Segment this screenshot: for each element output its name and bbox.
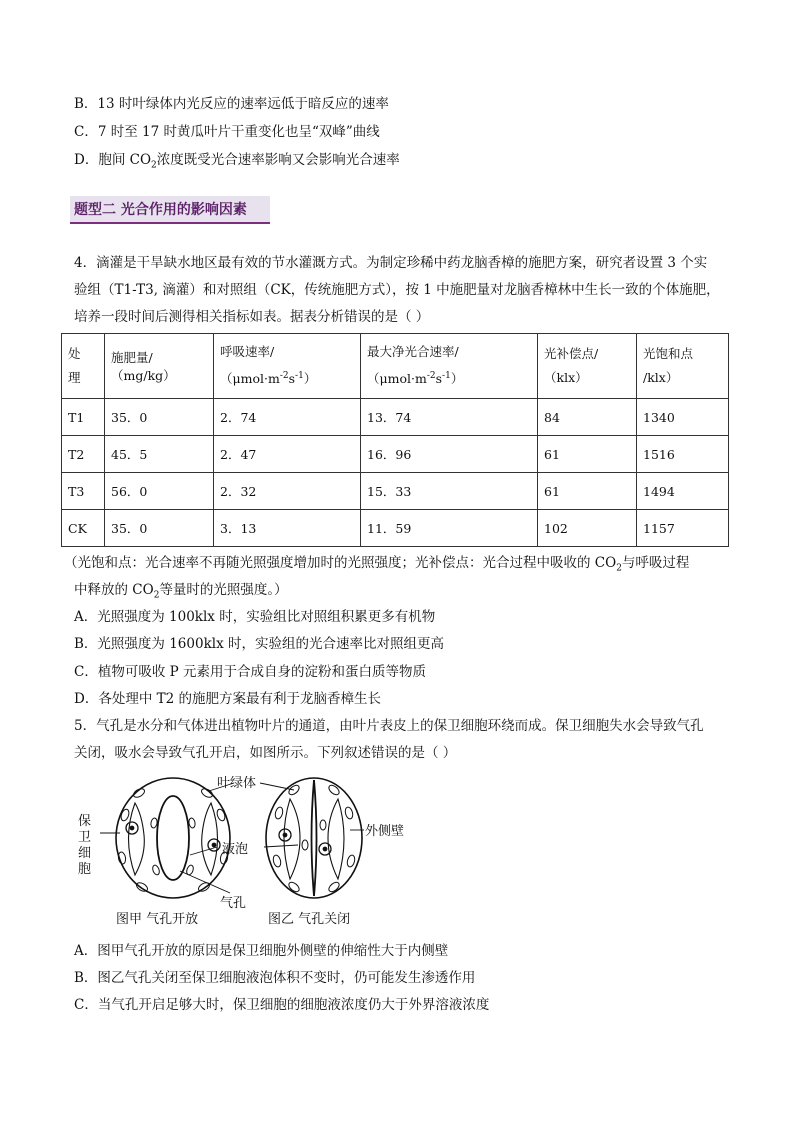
cell-respiration: 2．32 bbox=[214, 473, 361, 510]
label-guard-cell-3: 细 bbox=[78, 846, 92, 861]
q5-stem-line1: 5．气孔是水分和气体进出植物叶片的通道，由叶片表皮上的保卫细胞环绕而成。保卫细胞失水会导致气孔 bbox=[74, 718, 704, 734]
section-heading-text: 题型二 光合作用的影响因素 bbox=[74, 202, 247, 218]
cell-respiration: 2．47 bbox=[214, 436, 361, 473]
table-row bbox=[62, 399, 729, 436]
caption-figure-a: 图甲 气孔开放 bbox=[116, 912, 199, 927]
option-d-prev: D．胞间 $CO_2$浓度既受光合速率影响又会影响光合速率 bbox=[74, 152, 400, 171]
q4-stem-line1: 4．滴灌是干旱缺水地区最有效的节水灌溉方式。为制定珍稀中药龙脑香樟的施肥方案，研究者设置 3 个实 bbox=[74, 255, 708, 271]
label-guard-cell-2: 卫 bbox=[78, 830, 92, 845]
cell-fertilizer: 45．5 bbox=[105, 436, 214, 473]
data-table bbox=[61, 333, 729, 547]
cell-treatment: T2 bbox=[62, 436, 105, 473]
q4-option-a: A．光照强度为 100klx 时，实验组比对照组积累更多有机物 bbox=[74, 609, 436, 625]
cell-net-photosynthesis: 15．33 bbox=[361, 473, 538, 510]
label-vacuole: 液泡 bbox=[222, 842, 249, 857]
q4-option-c: C．植物可吸收 P 元素用于合成自身的淀粉和蛋白质等物质 bbox=[74, 664, 426, 680]
section-heading bbox=[70, 196, 270, 224]
header-respiration: 呼吸速率/ $(\mu mol\cdot m^{-2}s^{-1})$ bbox=[214, 334, 361, 399]
cell-treatment: T1 bbox=[62, 399, 105, 436]
cell-saturation-point: 1494 bbox=[637, 473, 729, 510]
header-treatment: 处 理 bbox=[62, 334, 105, 399]
header-fertilizer: 施肥量/（mg/kg） bbox=[105, 334, 214, 399]
q4-note-line1: （光饱和点：光合速率不再随光照强度增加时的光照强度；光补偿点：光合过程中吸收的 $CO_2$与呼吸过程 bbox=[64, 555, 690, 574]
label-stoma: 气孔 bbox=[220, 896, 247, 911]
q5-option-c: C．当气孔开启足够大时，保卫细胞的细胞液浓度仍大于外界溶液浓度 bbox=[74, 997, 490, 1013]
cell-treatment: T3 bbox=[62, 473, 105, 510]
cell-saturation-point: 1516 bbox=[637, 436, 729, 473]
option-b-prev: B．13 时叶绿体内光反应的速率远低于暗反应的速率 bbox=[74, 96, 389, 112]
header-saturation-point: 光饱和点 /klx） bbox=[637, 334, 729, 399]
label-chloroplast: 叶绿体 bbox=[217, 776, 257, 791]
q5-option-b: B．图乙气孔关闭至保卫细胞液泡体积不变时，仍可能发生渗透作用 bbox=[74, 970, 476, 986]
caption-figure-b: 图乙 气孔关闭 bbox=[268, 912, 351, 927]
cell-fertilizer: 56．0 bbox=[105, 473, 214, 510]
label-outer-wall: 外侧壁 bbox=[365, 824, 405, 839]
cell-compensation-point: 61 bbox=[538, 436, 637, 473]
q4-option-d: D．各处理中 T2 的施肥方案最有利于龙脑香樟生长 bbox=[74, 691, 381, 707]
cell-net-photosynthesis: 11．59 bbox=[361, 510, 538, 547]
cell-compensation-point: 102 bbox=[538, 510, 637, 547]
header-compensation-point: 光补偿点/ （klx） bbox=[538, 334, 637, 399]
q4-stem-line3: 培养一段时间后测得相关指标如表。据表分析错误的是（ ） bbox=[74, 309, 430, 325]
stomata-figure bbox=[72, 775, 405, 935]
q5-stem-line2: 关闭，吸水会导致气孔开启，如图所示。下列叙述错误的是（ ） bbox=[74, 745, 457, 761]
q4-note-line2: 中释放的 $CO_2$等量时的光照强度。） bbox=[74, 582, 288, 601]
cell-saturation-point: 1157 bbox=[637, 510, 729, 547]
cell-respiration: 3．13 bbox=[214, 510, 361, 547]
header-net-photosynthesis: 最大净光合速率/ $(\mu mol\cdot m^{-2}s^{-1})$ bbox=[361, 334, 538, 399]
cell-net-photosynthesis: 16．96 bbox=[361, 436, 538, 473]
table-row bbox=[62, 510, 729, 547]
cell-compensation-point: 84 bbox=[538, 399, 637, 436]
cell-respiration: 2．74 bbox=[214, 399, 361, 436]
cell-net-photosynthesis: 13．74 bbox=[361, 399, 538, 436]
option-c-prev: C．7 时至 17 时黄瓜叶片干重变化也呈“双峰”曲线 bbox=[74, 124, 380, 140]
cell-fertilizer: 35．0 bbox=[105, 510, 214, 547]
cell-fertilizer: 35．0 bbox=[105, 399, 214, 436]
table-header-row bbox=[62, 334, 729, 399]
cell-compensation-point: 61 bbox=[538, 473, 637, 510]
stoma-closed-diagram bbox=[266, 778, 362, 898]
q4-option-b: B．光照强度为 1600klx 时，实验组的光合速率比对照组更高 bbox=[74, 636, 444, 652]
cell-saturation-point: 1340 bbox=[637, 399, 729, 436]
q4-stem-line2: 验组（T1-T3, 滴灌）和对照组（CK，传统施肥方式），按 1 中施肥量对龙脑香樟林中生长一致的个体施肥， bbox=[74, 282, 720, 298]
cell-treatment: CK bbox=[62, 510, 105, 547]
label-guard-cell-4: 胞 bbox=[78, 862, 92, 877]
stoma-open-diagram bbox=[116, 778, 230, 898]
q5-option-a: A．图甲气孔开放的原因是保卫细胞外侧壁的伸缩性大于内侧壁 bbox=[74, 943, 449, 959]
table-row bbox=[62, 436, 729, 473]
table-row bbox=[62, 473, 729, 510]
label-guard-cell-1: 保 bbox=[78, 814, 92, 829]
